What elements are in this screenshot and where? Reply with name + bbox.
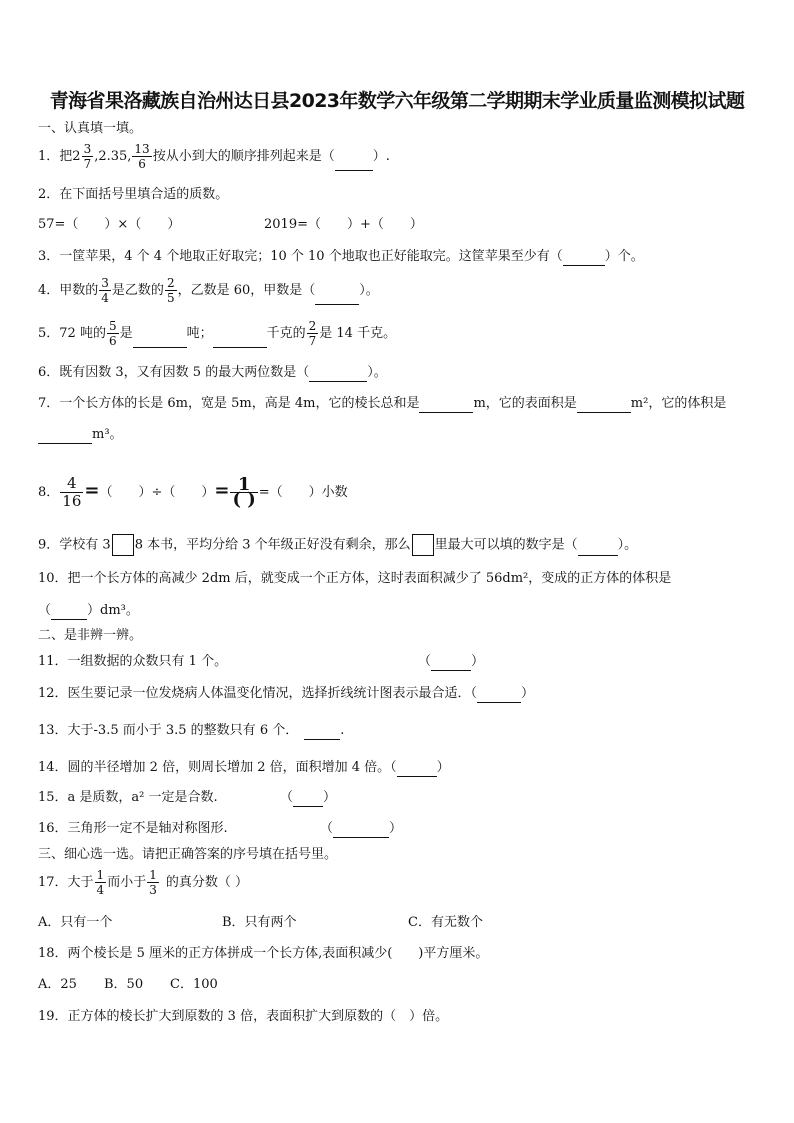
section-heading-2: 二、是非辨一辨。 — [38, 628, 143, 643]
question-10: 10．把一个长方体的高减少 2dm 后，就变成一个正方体，这时表面积减少了 56dm²，变成的正方体的体积是 — [38, 571, 672, 586]
q17-post: 的真分数（ ） — [165, 875, 248, 890]
q6-answer-blank[interactable] — [309, 368, 367, 382]
q3-end: ）个。 — [604, 249, 644, 264]
q12-answer-blank[interactable] — [477, 689, 521, 703]
question-10-cont — [38, 602, 139, 620]
question-6 — [38, 364, 387, 382]
q5-fraction-1: $\frac{5}{6}$ — [108, 319, 117, 348]
q13-answer-blank[interactable] — [304, 726, 340, 740]
q9-c: 里最大可以填的数字是（ — [434, 537, 578, 553]
q12-end: ） — [521, 686, 535, 701]
q13-end: . — [340, 723, 345, 738]
q16-answer-blank[interactable] — [333, 824, 389, 838]
q3-answer-blank[interactable] — [563, 252, 605, 266]
q5-pre: 5．72 吨的 — [38, 326, 106, 341]
q5-post: 是 14 千克。 — [319, 326, 397, 341]
q6-end: ）。 — [367, 365, 387, 380]
section-heading-1: 一、认真填一填。 — [38, 121, 143, 136]
q12-text: 12．医生要记录一位发烧病人体温变化情况，选择折线统计图表示最合适．（ — [38, 686, 478, 701]
q5-mid1: 是 — [119, 326, 133, 341]
q18-option-b[interactable]: B．50 — [104, 977, 144, 992]
q1-pre: 把2 — [59, 149, 81, 164]
question-14 — [38, 759, 450, 777]
q1-post: 按从小到大的顺序排列起来是（ — [152, 149, 335, 164]
q14-answer-blank[interactable] — [397, 763, 437, 777]
q4-fraction-1: $\frac{3}{4}$ — [101, 276, 109, 305]
question-15: 15．a 是质数，a² 一定是合数. — [38, 790, 218, 805]
q18-option-c[interactable]: C．100 — [170, 977, 218, 992]
q4-mid: 是乙数的 — [111, 283, 164, 298]
q14-text: 14．圆的半径增加 2 倍，则周长增加 2 倍，面积增加 4 倍。（ — [38, 760, 397, 775]
question-9 — [38, 534, 637, 556]
q7-c: m²，它的体积是 — [630, 396, 727, 411]
q9-end: ）。 — [617, 537, 638, 553]
q7-blank-1[interactable] — [419, 399, 473, 413]
q8-box-fraction: $\frac{1}{( )}$ — [232, 474, 256, 510]
q9-a: 9．学校有 3 — [38, 537, 111, 553]
q17-option-b[interactable]: B．只有两个 — [222, 915, 297, 930]
q5-fraction-2: $\frac{2}{7}$ — [308, 319, 317, 348]
q4-fraction-2: $\frac{2}{5}$ — [166, 276, 175, 305]
q1-prefix: 1． — [38, 149, 60, 164]
q17-option-a[interactable]: A．只有一个 — [38, 915, 113, 930]
question-2-left: 57=（ ）×（ ） — [38, 217, 181, 232]
q7-d: m³。 — [92, 427, 123, 442]
q5-mid2: 吨； — [186, 326, 213, 341]
q16-answer: （ ） — [320, 821, 403, 836]
q4-pre: 4．甲数的 — [38, 283, 99, 298]
q1-fraction-1: $\frac{3}{7}$ — [83, 142, 92, 171]
question-19: 19．正方体的棱长扩大到原数的 3 倍，表面积扩大到原数的（ ）倍。 — [38, 1009, 449, 1024]
q1-mid: ,2.35, — [94, 149, 132, 164]
q1-answer-blank[interactable] — [335, 157, 373, 171]
q11-answer: （ ） — [418, 654, 485, 669]
q5-mid3: 千克的 — [266, 326, 306, 341]
question-3 — [38, 248, 644, 266]
section-heading-3: 三、细心选一选。请把正确答案的序号填在括号里。 — [38, 847, 338, 862]
q4-post: ，乙数是 60，甲数是（ — [177, 283, 316, 298]
q8-equals-2: = — [214, 480, 230, 501]
q8-mid: （ ）÷（ ） — [99, 485, 215, 500]
q6-text: 6．既有因数 3，又有因数 5 的最大两位数是（ — [38, 365, 310, 380]
q17-fraction-2: $\frac{1}{3}$ — [149, 868, 157, 897]
q13-text: 13．大于-3.5 而小于 3.5 的整数只有 6 个． — [38, 723, 299, 738]
q15-answer: （ ） — [280, 790, 337, 805]
q4-end: ）。 — [359, 283, 379, 298]
q7-b: m，它的表面积是 — [473, 396, 577, 411]
q1-end: ）. — [372, 149, 390, 164]
q9-answer-blank[interactable] — [578, 542, 618, 556]
q7-blank-2[interactable] — [577, 399, 631, 413]
question-7 — [38, 395, 726, 413]
question-13 — [38, 722, 344, 740]
q4-answer-blank[interactable] — [315, 291, 359, 305]
question-5 — [38, 319, 396, 348]
q11-answer-blank[interactable] — [431, 657, 471, 671]
question-2-right: 2019=（ ）+（ ） — [264, 217, 423, 232]
q15-answer-blank[interactable] — [293, 793, 323, 807]
question-17 — [38, 868, 248, 897]
question-8 — [38, 472, 348, 512]
q10-b: （ — [38, 603, 52, 618]
q10-answer-blank[interactable] — [51, 606, 87, 620]
q8-post: =（ ）小数 — [258, 485, 348, 500]
q7-a: 7．一个长方体的长是 6m，宽是 5m，高是 4m，它的棱长总和是 — [38, 396, 420, 411]
q9-box-1[interactable] — [112, 534, 134, 556]
q1-fraction-2: $\frac{13}{6}$ — [134, 142, 150, 171]
q10-c: ）dm³。 — [87, 603, 139, 618]
q9-box-2[interactable] — [412, 534, 434, 556]
page-title: 青海省果洛藏族自治州达日县2023年数学六年级第二学期期末学业质量监测模拟试题 — [49, 90, 745, 112]
q7-blank-3[interactable] — [38, 430, 92, 444]
q17-mid: 而小于 — [107, 875, 147, 890]
q9-b: 8 本书，平均分给 3 个年级正好没有剩余，那么 — [134, 537, 411, 553]
q17-pre: 17．大于 — [38, 875, 94, 890]
q17-fraction-1: $\frac{1}{4}$ — [96, 868, 105, 897]
q5-blank-2[interactable] — [213, 334, 267, 348]
q8-equals-1: = — [84, 480, 100, 501]
question-12 — [38, 685, 534, 703]
q5-blank-1[interactable] — [133, 334, 187, 348]
question-7-cont — [38, 426, 123, 444]
question-16: 16．三角形一定不是轴对称图形. — [38, 821, 228, 836]
q8-fraction: $\frac{4}{16}$ — [62, 474, 82, 510]
question-4 — [38, 276, 379, 305]
question-1 — [38, 142, 390, 171]
question-18: 18．两个棱长是 5 厘米的正方体拼成一个长方体,表面积减少( )平方厘米。 — [38, 946, 489, 961]
q14-end: ） — [436, 760, 450, 775]
q8-num: 8． — [38, 485, 60, 500]
q3-text: 3．一筐苹果，4 个 4 个地取正好取完；10 个 10 个地取也正好能取完。这筐苹果至少有（ — [38, 249, 563, 264]
q17-option-c[interactable]: C．有无数个 — [408, 915, 483, 930]
question-11: 11．一组数据的众数只有 1 个。 — [38, 654, 228, 669]
question-2: 2．在下面括号里填合适的质数。 — [38, 187, 229, 202]
q18-option-a[interactable]: A．25 — [38, 977, 77, 992]
